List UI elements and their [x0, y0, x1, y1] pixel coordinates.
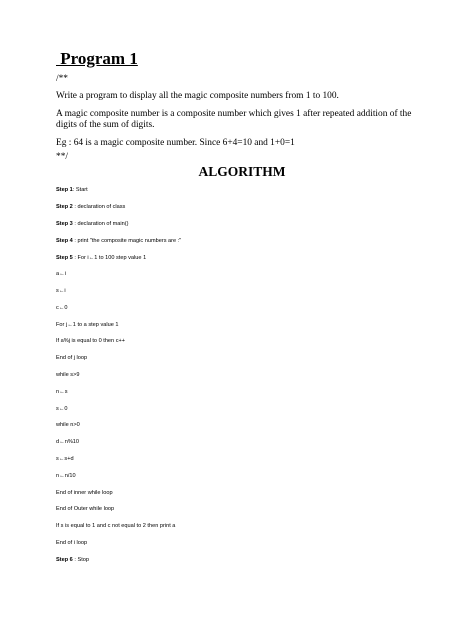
- step-2: [56, 204, 125, 211]
- step-1-text: : Start: [72, 187, 88, 193]
- algorithm-line: n←n/10: [56, 473, 76, 479]
- algorithm-line: End of inner while loop: [56, 490, 113, 496]
- algorithm-line: s←i: [56, 288, 66, 294]
- step-6-label: Step 6: [56, 557, 73, 563]
- comment-close: **/: [56, 152, 68, 162]
- step-4: [56, 238, 181, 245]
- comment-open: /**: [56, 74, 68, 84]
- example-text: Eg : 64 is a magic composite number. Since 6+4=10 and 1+0=1: [56, 138, 295, 148]
- intro-text: Write a program to display all the magic composite numbers from 1 to 100.: [56, 91, 339, 101]
- program-title: Program 1: [56, 49, 138, 68]
- step-5-text: : For i←1 to 100 step value 1: [72, 255, 147, 261]
- algorithm-line: while n>0: [56, 422, 80, 428]
- step-1: [56, 187, 88, 194]
- step-3: [56, 221, 128, 228]
- step-2-label: Step 2: [56, 204, 73, 210]
- algorithm-line: d←n%10: [56, 439, 80, 445]
- step-3-label: Step 3: [56, 221, 73, 227]
- definition-text: A magic composite number is a composite number which gives 1 after repeated addition of the digits of the sum of digits.: [56, 109, 412, 130]
- algorithm-line: End of Outer while loop: [56, 506, 115, 512]
- step-5: [56, 255, 146, 262]
- step-4-text: : print "the composite magic numbers are :": [72, 238, 182, 244]
- step-4-label: Step 4: [56, 238, 73, 244]
- step-6: [56, 557, 89, 564]
- step-5-label: Step 5: [56, 255, 73, 261]
- algorithm-line: For j←1 to a step value 1: [56, 322, 119, 328]
- step-2-text: : declaration of class: [72, 204, 126, 210]
- algorithm-line: End of j loop: [56, 355, 88, 361]
- algorithm-line: End of i loop: [56, 540, 88, 546]
- algorithm-line: s←s+d: [56, 456, 74, 462]
- algorithm-line: n←s: [56, 389, 68, 395]
- algorithm-line: while s>9: [56, 372, 80, 378]
- algorithm-line: c←0: [56, 305, 68, 311]
- step-3-text: : declaration of main(): [72, 221, 129, 227]
- step-6-text: : Stop: [72, 557, 89, 563]
- algorithm-line: If s is equal to 1 and c not equal to 2 then print a: [56, 523, 176, 529]
- algorithm-line: s←0: [56, 406, 68, 412]
- algorithm-line: If a%j is equal to 0 then c++: [56, 338, 126, 344]
- algorithm-heading: ALGORITHM: [198, 164, 286, 179]
- algorithm-line: a←i: [56, 271, 66, 277]
- step-1-label: Step 1: [56, 187, 73, 193]
